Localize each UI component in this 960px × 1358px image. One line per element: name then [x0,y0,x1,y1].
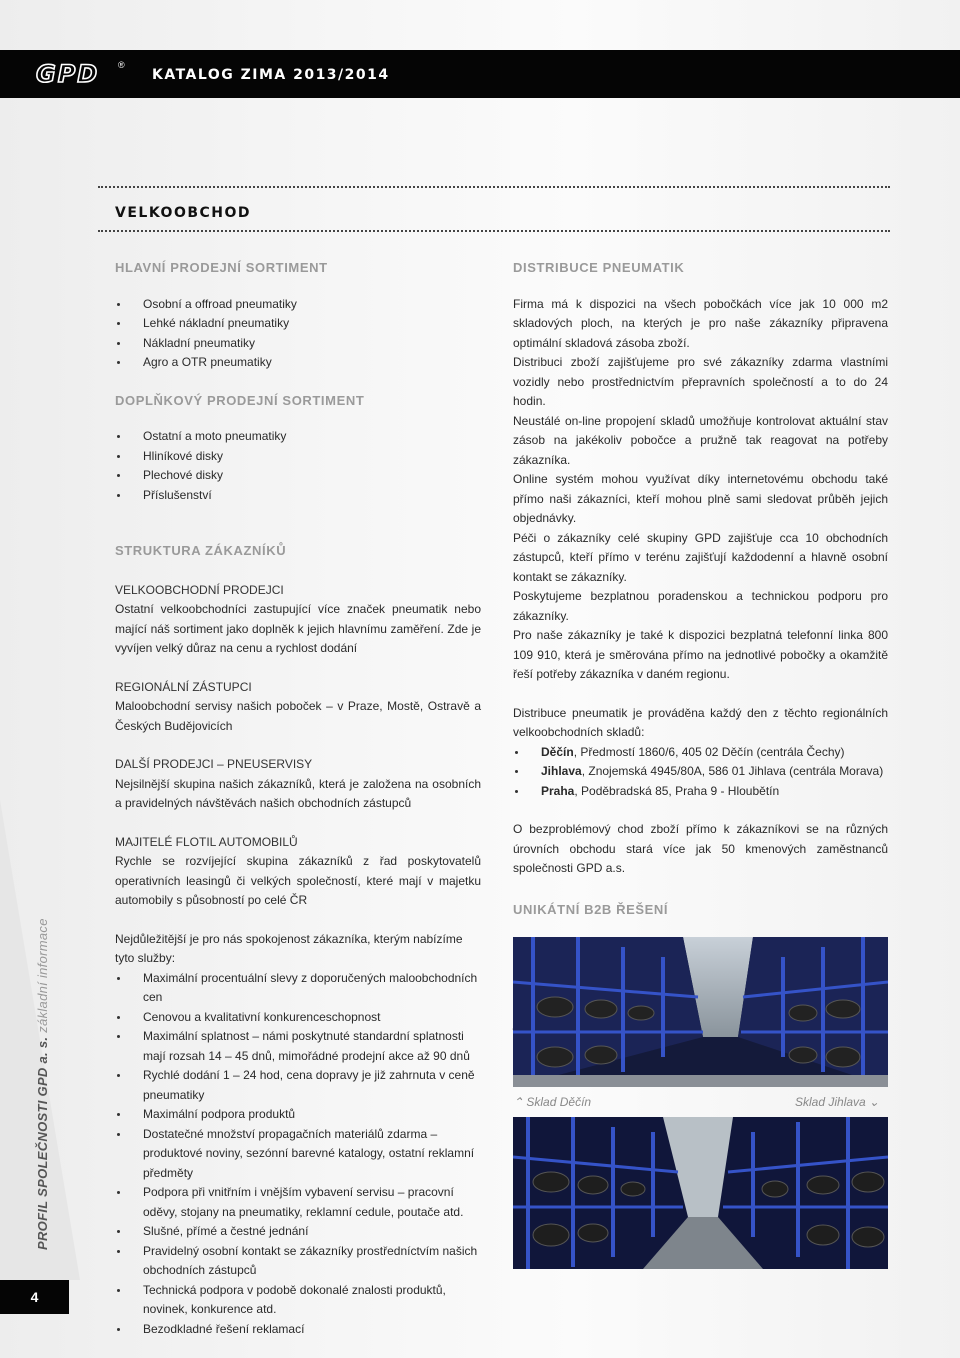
paragraph: Firma má k dispozici na všech pobočkách více jak 10 000 m2 skladových ploch, na kterých je pro naše zákazníky připravena optimální skladová zásoba zboží. [513,296,888,350]
b2b-heading: UNIKÁTNÍ B2B ŘEŠENÍ [513,901,669,917]
distribution-heading: DISTRIBUCE PNEUMATIK [513,260,685,275]
customer-group [115,833,481,911]
list-item: Hliníkové disky [115,447,481,467]
gpd-logo: GPD [36,60,100,88]
list-item: Technická podpora v podobě dokonalé znalosti produktů, novinek, konkurence atd. [115,1281,481,1320]
warehouse-photo-decin [513,937,888,1087]
list-item: Slušné, přímé a čestné jednání [115,1222,481,1242]
list-item: Dostatečné množství propagačních materiálů zdarma – produktové noviny, sezónní barevné katalogy, ostatní reklamní předměty [115,1125,481,1184]
list-item: Lehké nákladní pneumatiky [115,314,481,334]
dotted-divider-bottom [98,230,890,232]
main-range-list [115,295,481,373]
section-title: VELKOOBCHOD [115,205,252,221]
side-label: PROFIL SPOLEČNOSTI GPD a. s. základní informace [35,918,50,1250]
main-range-heading: HLAVNÍ PRODEJNÍ SORTIMENT [115,260,328,275]
warehouse-item: Děčín, Předmostí 1860/6, 405 02 Děčín (centrála Čechy) [513,743,888,763]
dotted-divider-top [98,186,890,188]
paragraph: Poskytujeme bezplatnou poradenskou a technickou podporu pro zákazníky. [513,589,888,623]
customer-group-title: MAJITELÉ FLOTIL AUTOMOBILŮ [115,834,298,849]
warehouse-photo-jihlava [513,1117,888,1269]
list-item: Ostatní a moto pneumatiky [115,427,481,447]
distribution-closing: O bezproblémový chod zboží přímo k zákazníkovi se na různých úrovních obchodu stará více jak 50 kmenových zaměstnanců společnosti GPD a.s. [513,822,888,875]
extra-range-list [115,427,481,505]
list-item: Maximální podpora produktů [115,1105,481,1125]
distribution-text [513,295,888,685]
extra-range-heading: DOPLŇKOVÝ PRODEJNÍ SORTIMENT [115,392,365,408]
services-intro: Nejdůležitější je pro nás spokojenost zákazníka, kterým nabízíme tyto služby: [115,931,463,965]
warehouse-item: Jihlava, Znojemská 4945/80A, 586 01 Jihlava (centrála Morava) [513,762,888,782]
list-item: Podpora při vnitřním i vnějším vybavení servisu – pracovní oděvy, stojany na pneumatiky, reklamní cedule, poutače atd. [115,1183,481,1222]
list-item: Maximální splatnost – námi poskytnuté standardní splatnosti mají rozsah 14 – 45 dnů, mimořádné prodejní akce až 90 dnů [115,1027,481,1066]
caption-jihlava: Sklad Jihlava ⌄ [795,1095,880,1109]
customer-group [115,678,481,737]
customers-heading: STRUKTURA ZÁKAZNÍKŮ [115,543,287,558]
list-item: Agro a OTR pneumatiky [115,353,481,373]
customer-group-text: Maloobchodní servisy našich poboček – v Praze, Mostě, Ostravě a Českých Budějovicích [115,699,481,733]
page-number: 4 [0,1280,69,1314]
warehouse-item: Praha, Poděbradská 85, Praha 9 - Hloubětín [513,782,888,802]
list-item: Osobní a offroad pneumatiky [115,295,481,315]
list-item: Příslušenství [115,486,481,506]
paragraph: Online systém mohou využívat díky internetovému obchodu také přímo naši zákazníci, kteří mohou plně sami sledovat průběh jejich objednávky. [513,472,888,525]
list-item: Cenovou a kvalitativní konkurenceschopnost [115,1008,481,1028]
customer-group [115,755,481,814]
paragraph: Distribuci zboží zajišťujeme pro své zákazníky zdarma vlastními vozidly nebo prostřednictvím přepravních společností a to do 24 hodin. [513,355,888,408]
customer-group-title: DALŠÍ PRODEJCI – PNEUSERVISY [115,757,313,771]
list-item: Pravidelný osobní kontakt se zákazníky prostředníctvím našich obchodních zástupců [115,1242,481,1281]
left-column [115,258,481,1339]
paragraph: Neustálé on-line propojení skladů umožňuje kontrolovat aktuální stav zásob na jakékoliv pobočce a pružně tak reagovat na potřeby zákazníka. [513,413,888,467]
warehouse-list [513,743,888,802]
list-item: Rychlé dodání 1 – 24 hod, cena dopravy je již zahrnuta v ceně pneumatiky [115,1066,481,1105]
list-item: Bezodkladné řešení reklamací [115,1320,481,1340]
customer-group-text: Nejsilnější skupina našich zákazníků, která je založena na osobních a pravidelných návštěvách našich obchodních zástupců [115,776,481,810]
list-item: Plechové disky [115,466,481,486]
customer-group-title: VELKOOBCHODNÍ PRODEJCI [115,582,284,597]
customer-group-text: Ostatní velkoobchodníci zastupující více značek pneumatik nebo mající náš sortiment jako doplněk k jejich hlavnímu zaměření. Zde je vyvíjen velký důraz na cenu a rychlost dodání [115,602,481,655]
customer-group-title: REGIONÁLNÍ ZÁSTUPCI [115,679,252,694]
list-item: Maximální procentuální slevy z doporučených maloobchodních cen [115,969,481,1008]
services-list [115,969,481,1340]
caption-decin: ⌃ Sklad Děčín [513,1095,592,1109]
list-item: Nákladní pneumatiky [115,334,481,354]
paragraph: Pro naše zákazníky je také k dispozici bezplatná telefonní linka 800 109 910, která je směrována přímo na jednotlivé pobočky a okamžitě řeší potřeby zákazníka v daném regionu. [513,628,888,681]
customer-group [115,581,481,659]
customer-group-text: Rychle se rozvíjející skupina zákazníků z řad poskytovatelů operativních leasingů či velkých společností, které mají v majetku automobily s působností po celé ČR [115,854,481,907]
paragraph: Péči o zákazníky celé skupiny GPD zajišťuje cca 10 obchodních zástupců, kteří přímo v terénu zajišťují každodenní a hlavně osobní kontakt se zákazníky. [513,530,888,584]
registered-mark: ® [118,60,125,70]
catalog-title: KATALOG ZIMA 2013/2014 [152,67,390,83]
header-bar [0,50,960,98]
warehouses-intro: Distribuce pneumatik je prováděna každý den z těchto regionálních velkoobchodních skladů: [513,705,888,739]
